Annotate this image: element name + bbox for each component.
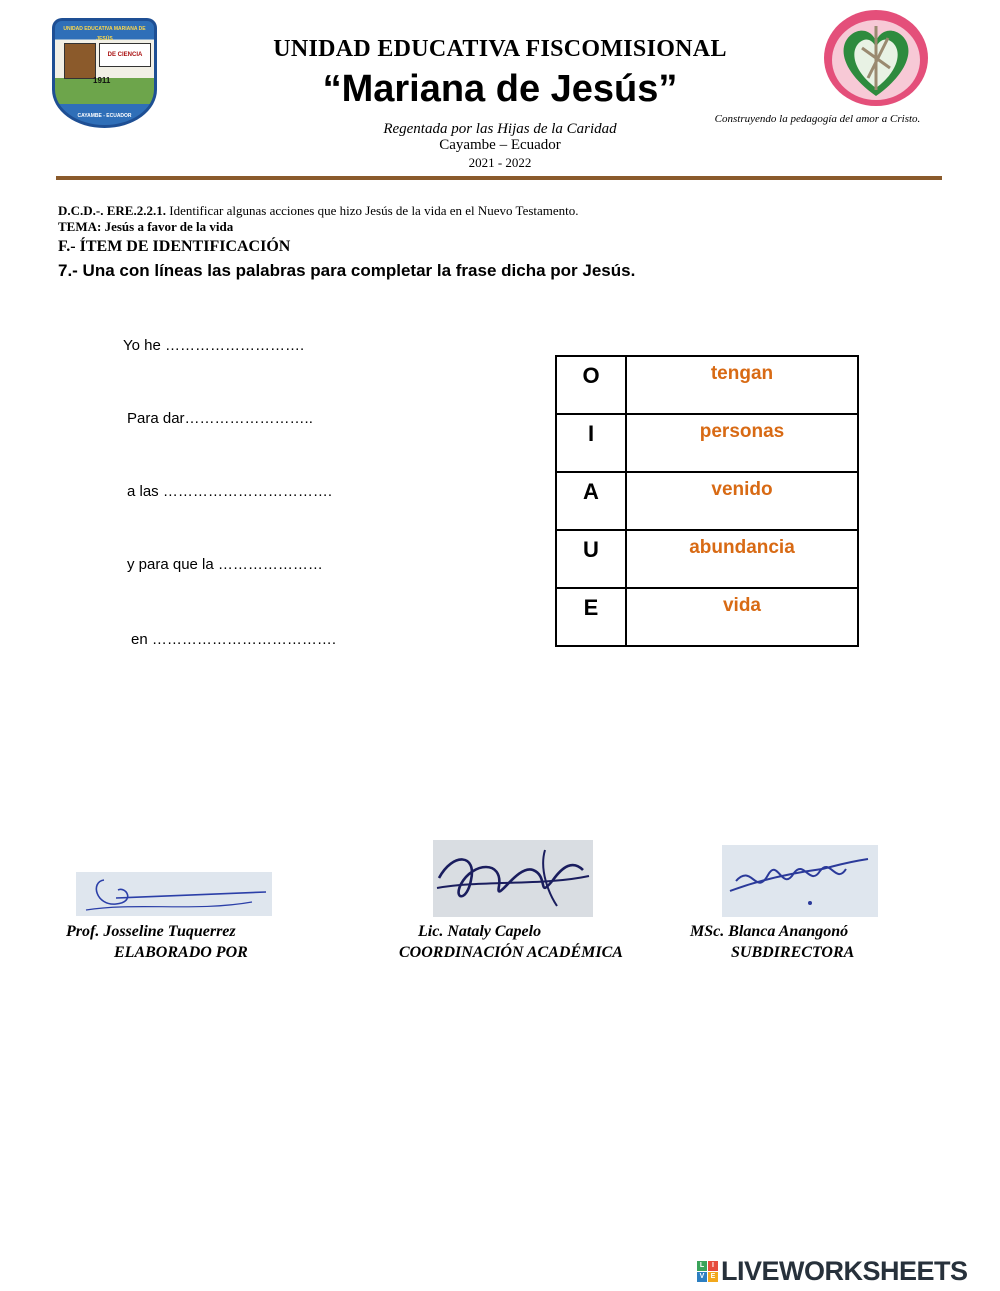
school-name: “Mariana de Jesús” — [322, 68, 678, 110]
crest-motto: CAYAMBE - ECUADOR — [77, 113, 132, 119]
phrase-4[interactable]: y para que la ………………… — [127, 556, 323, 573]
item-title: F.- ÍTEM DE IDENTIFICACIÓN — [58, 238, 291, 255]
signer-2-role: COORDINACIÓN ACADÉMICA — [399, 944, 623, 961]
option-letter: O — [556, 356, 626, 414]
option-letter: E — [556, 588, 626, 646]
option-row[interactable] — [556, 588, 858, 646]
phrase-2[interactable]: Para dar…………………….. — [127, 410, 313, 427]
signature-image-3 — [722, 845, 878, 917]
institution-title: UNIDAD EDUCATIVA FISCOMISIONAL — [273, 36, 727, 62]
crest-ribbon: UNIDAD EDUCATIVA MARIANA DE JESÚS — [63, 26, 146, 42]
option-row[interactable] — [556, 472, 858, 530]
option-letter: U — [556, 530, 626, 588]
tema-line: TEMA: Jesús a favor de la vida — [58, 219, 234, 234]
option-word[interactable]: abundancia — [626, 530, 858, 588]
brand-block-e: E — [708, 1272, 718, 1282]
option-word[interactable]: tengan — [626, 356, 858, 414]
brand-block-i: I — [708, 1261, 718, 1271]
option-word[interactable]: personas — [626, 414, 858, 472]
dcd-label: D.C.D.-. ERE.2.2.1. — [58, 203, 166, 218]
regency-text: Regentada por las Hijas de la Caridad — [383, 121, 617, 137]
option-letter: I — [556, 414, 626, 472]
phrase-5[interactable]: en ………………………………. — [131, 631, 337, 648]
option-row[interactable] — [556, 414, 858, 472]
brand-text: LIVEWORKSHEETS — [721, 1255, 968, 1286]
signer-3-name: MSc. Blanca Anangonó — [690, 923, 849, 940]
header-divider — [56, 176, 942, 180]
dcd-line — [58, 203, 579, 219]
signature-image-1 — [76, 872, 272, 916]
signer-2-name: Lic. Nataly Capelo — [418, 923, 542, 940]
crest-year: 1911 — [93, 76, 111, 85]
phrase-3[interactable]: a las ……………………………. — [127, 483, 333, 500]
options-table — [555, 355, 859, 647]
brand-block-v: V — [697, 1272, 707, 1282]
logo-motto: Construyendo la pedagogía del amor a Cristo. — [714, 113, 921, 125]
option-row[interactable] — [556, 530, 858, 588]
crest-book-text: DE CIENCIA — [107, 52, 143, 58]
signer-3-role: SUBDIRECTORA — [731, 944, 855, 961]
crest-saint-image — [64, 43, 96, 79]
option-word[interactable]: venido — [626, 472, 858, 530]
brand-blocks-icon — [697, 1261, 718, 1282]
school-crest — [52, 18, 157, 128]
signature-image-2 — [433, 840, 593, 917]
question-text: 7.- Una con líneas las palabras para completar la frase dicha por Jesús. — [58, 261, 636, 280]
option-row[interactable] — [556, 356, 858, 414]
signer-1-role: ELABORADO POR — [114, 944, 248, 961]
option-letter: A — [556, 472, 626, 530]
signer-1-name: Prof. Josseline Tuquerrez — [66, 923, 236, 940]
heart-logo-icon — [822, 8, 930, 108]
liveworksheets-logo[interactable] — [697, 1256, 968, 1286]
crest-book-icon — [99, 43, 151, 67]
location-text: Cayambe – Ecuador — [439, 137, 561, 153]
phrase-1[interactable]: Yo he ………………………. — [123, 337, 305, 354]
dcd-text: Identificar algunas acciones que hizo Jesús de la vida en el Nuevo Testamento. — [169, 203, 579, 218]
option-word[interactable]: vida — [626, 588, 858, 646]
school-year: 2021 - 2022 — [468, 155, 532, 170]
brand-block-l: L — [697, 1261, 707, 1271]
